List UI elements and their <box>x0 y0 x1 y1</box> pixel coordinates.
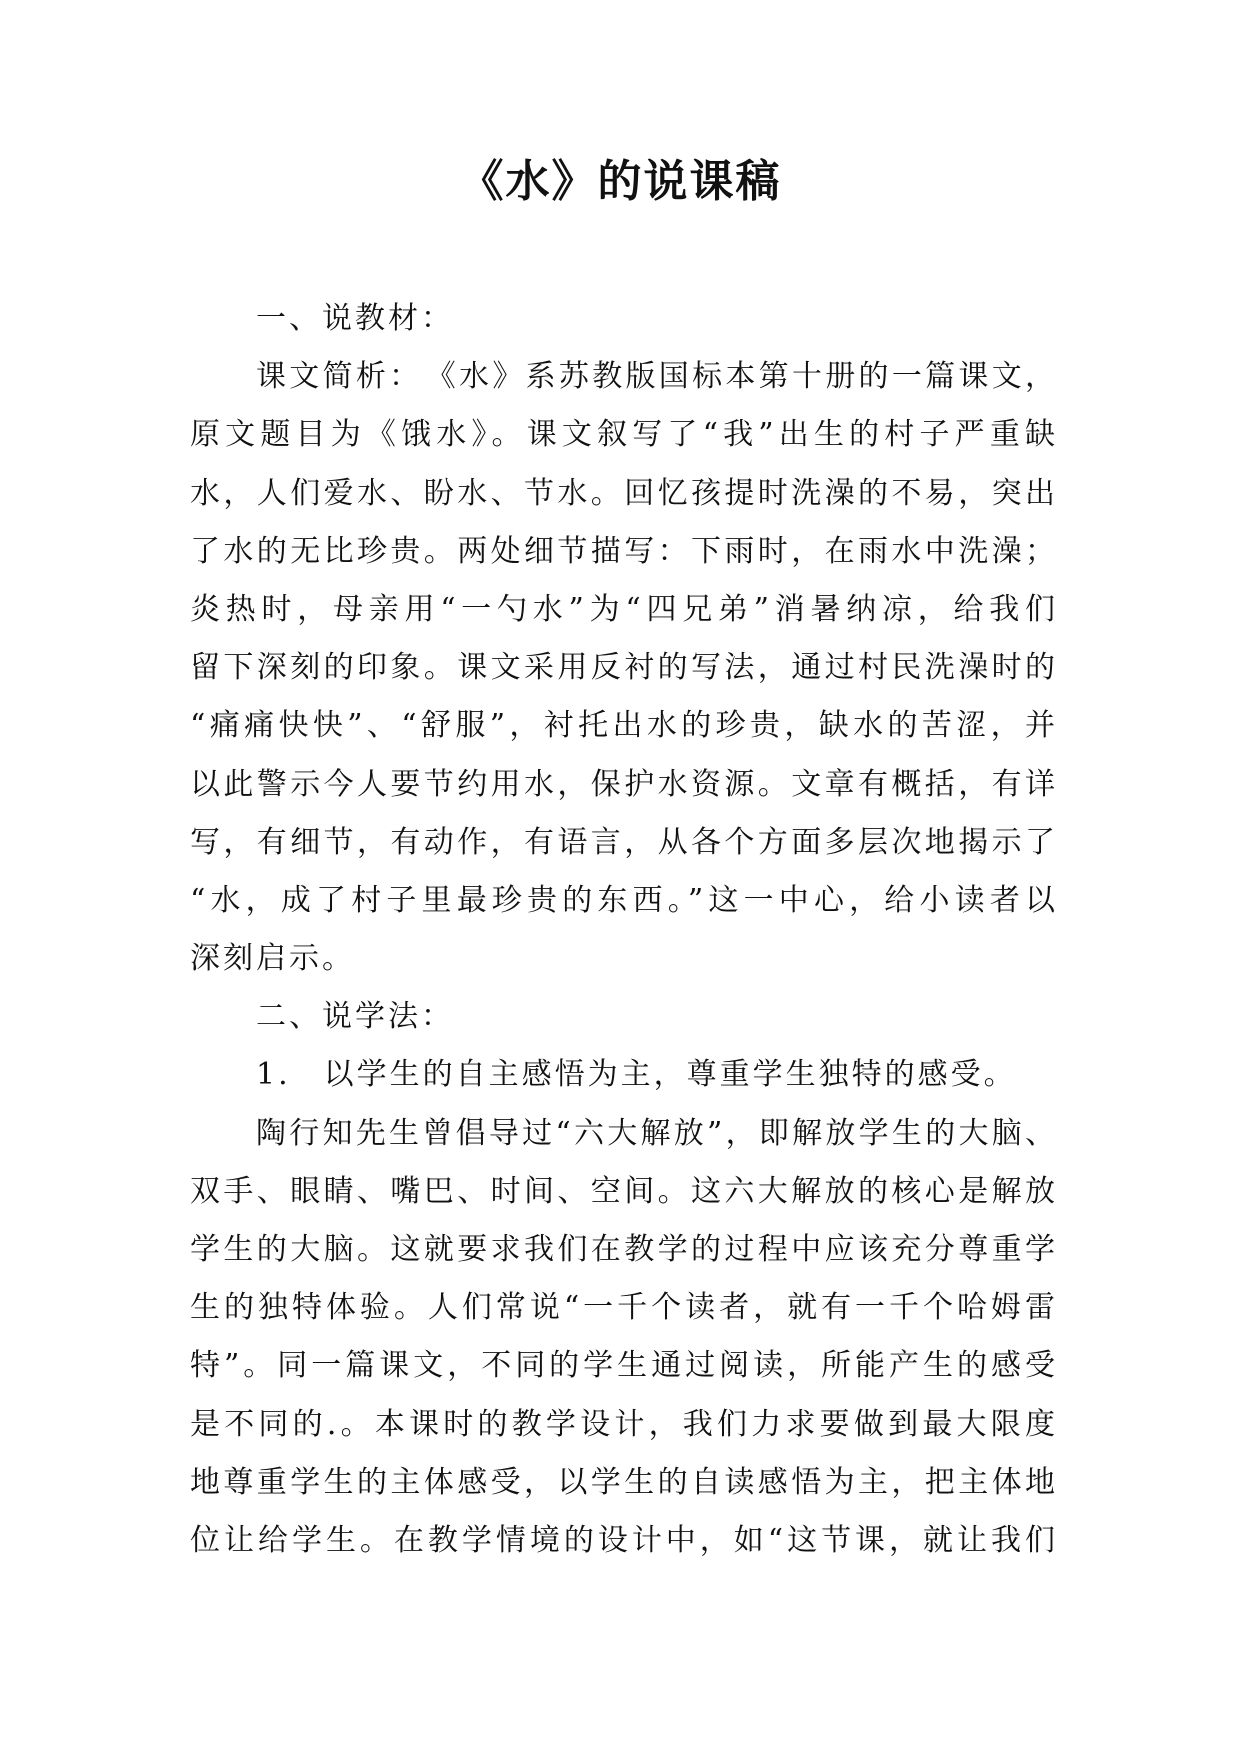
paragraph-line: 位让给学生。在教学情境的设计中，如“这节课，就让我们 <box>190 1522 1055 1558</box>
paragraph-line: 生的独特体验。人们常说“一千个读者，就有一千个哈姆雷 <box>190 1290 1055 1326</box>
document-title: 《水》的说课稿 <box>459 156 782 207</box>
paragraph-line: 写，有细节，有动作，有语言，从各个方面多层次地揭示了 <box>190 824 1055 860</box>
paragraph-line: 原文题目为《饿水》。课文叙写了“我”出生的村子严重缺 <box>190 417 1055 453</box>
paragraph-line: 炎热时，母亲用“一勺水”为“四兄弟”消暑纳凉，给我们 <box>190 591 1055 627</box>
paragraph-line: 陶行知先生曾倡导过“六大解放”，即解放学生的大脑、 <box>256 1115 1055 1151</box>
paragraph-line: 双手、眼睛、嘴巴、时间、空间。这六大解放的核心是解放 <box>190 1173 1055 1209</box>
section-heading: 一、说教材： <box>256 301 454 336</box>
paragraph-line: 课文简析： 《水》系苏教版国标本第十册的一篇课文， <box>256 359 1055 395</box>
section-heading: 二、说学法： <box>256 999 454 1035</box>
paragraph-line: 留下深刻的印象。课文采用反衬的写法，通过村民洗澡时的 <box>190 650 1055 686</box>
paragraph-line: 是不同的.。本课时的教学设计，我们力求要做到最大限度 <box>190 1406 1055 1442</box>
paragraph-line: “痛痛快快”、“舒服”，衬托出水的珍贵，缺水的苦涩，并 <box>190 708 1055 744</box>
paragraph-line: 了水的无比珍贵。两处细节描写：下雨时，在雨水中洗澡； <box>190 533 1055 569</box>
paragraph-line: “水，成了村子里最珍贵的东西。”这一中心，给小读者以 <box>190 882 1055 918</box>
paragraph-line: 地尊重学生的主体感受，以学生的自读感悟为主，把主体地 <box>190 1464 1055 1500</box>
paragraph-line: 特”。同一篇课文，不同的学生通过阅读，所能产生的感受 <box>190 1348 1055 1384</box>
document-body <box>190 290 1055 1570</box>
paragraph-line: 深刻启示。 <box>190 941 355 977</box>
paragraph-line: 以此警示今人要节约用水，保护水资源。文章有概括，有详 <box>190 766 1055 802</box>
subsection-heading: 1. 以学生的自主感悟为主，尊重学生独特的感受。 <box>256 1057 1017 1093</box>
paragraph-line: 学生的大脑。这就要求我们在教学的过程中应该充分尊重学 <box>190 1232 1055 1267</box>
paragraph-line: 水，人们爱水、盼水、节水。回忆孩提时洗澡的不易，突出 <box>190 475 1055 511</box>
